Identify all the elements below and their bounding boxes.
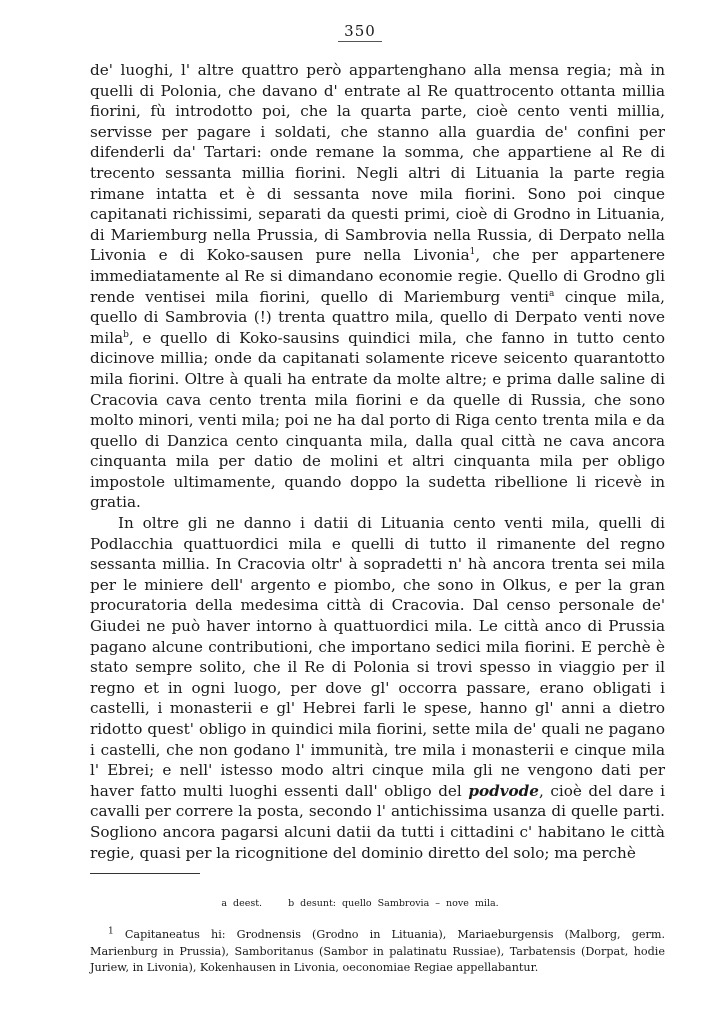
p2-text-2: , cioè del dare i cavalli per correre la posta, secondo l' antichissima usanza di quelle parti. Sogliono ancora pagarsi alcuni datii da tutti i cittadini c' habitano le città regie, quasi per la ricognitione del dominio diretto del solo; ma perchè <box>90 781 665 862</box>
footnote-text: Capitaneatus hi: Grodnensis (Grodno in Lituania), Mariaeburgensis (Malborg, germ. Marienburg in Prussia), Samboritanus (Sambor in palatinatu Russiae), Tarbatensis (Dorpat, hodie Juriew, in Livonia), Kokenhausen in Livonia, oeconomiae Regiae appellabantur. <box>90 928 665 975</box>
p1-text-3: cinque mila, quello di Sambrovia (!) trenta quattro mila, quello di Derpato venti nove mila <box>90 287 665 347</box>
paragraph-2 <box>90 513 665 863</box>
critical-note-a: a deest. <box>221 898 263 909</box>
paragraph-1 <box>90 60 665 513</box>
footnote-1 <box>90 927 665 977</box>
critical-note-b: b desunt: quello Sambrovia – nove mila. <box>288 898 499 909</box>
page-number <box>0 22 720 40</box>
page-number-text: 350 <box>338 22 382 42</box>
main-text <box>90 60 665 863</box>
footnote-divider <box>90 873 200 874</box>
footnote-ref-1: 1 <box>469 247 476 258</box>
critical-apparatus <box>0 898 720 909</box>
footnote-mark: 1 <box>108 926 114 937</box>
p1-text-4: , e quello di Koko-sausins quindici mila, che fanno in tutto cento dicinove millia; onde da capitanati solamente riceve seicento quarantotto mila fiorini. Oltre à quali ha entrate da molte altre; e prima dalle saline di Cracovia cava cento trenta mila fiorini e da quelle di Russia, che sono molto minori, venti mila; poi ne ha dal porto di Riga cento trenta mila e da quello di Danzica cento cinquanta mila, dalla qual città ne cava ancora cinquanta mila per datio de molini et altri cinquanta mila per obligo impostole ultimamente, quando doppo la sudetta ribellione li ricevè in gratia. <box>90 328 665 512</box>
p2-text-1: In oltre gli ne danno i datii di Lituania cento venti mila, quelli di Podlacchia quattuordici mila e quelli di tutto il rimanente del regno sessanta millia. In Cracovia oltr' à sopradetti n' hà ancora trenta sei mila per le miniere dell' argento e piombo, che sono in Olkus, e per la gran procuratoria della medesima città di Cracovia. Dal censo personale de' Giudei ne può haver intorno à quattuordici mila. Le città anco di Prussia pagano alcune contributioni, che importano sedici mila fiorini. E perchè è stato sempre solito, che il Re di Polonia si trovi spesso in viaggio per il regno et in ogni luogo, per dove gl' occorra passare, erano obligati i castelli, i monasterii e gl' Hebrei farli le spese, hanno gl' anni a dietro ridotto quest' obligo in quindici mila fiorini, sette mila de' quali ne pagano i castelli, che non godano l' immunità, tre mila i monasterii e cinque mila l' Ebrei; e nell' istesso modo altri cinque mila gli ne vengono dati per haver fatto multi luoghi essenti dall' obligo del <box>90 514 665 800</box>
note-ref-b: b <box>123 329 129 340</box>
italic-term: podvode <box>468 781 539 800</box>
footnote <box>90 927 665 977</box>
p1-text-1: de' luoghi, l' altre quattro però appartenghano alla mensa regia; mà in quelli di Polonia, che davano d' entrate al Re quattrocento ottanta millia fiorini, fù introdotto poi, che la quarta parte, cioè cento venti millia, servisse per pagare i soldati, che stanno alla guardia de' confini per difenderli da' Tartari: onde remane la somma, che appartiene al Re di trecento sessanta millia fiorini. Negli altri di Lituania la parte regia rimane intatta et è di sessanta nove mila fiorini. Sono poi cinque capitanati richissimi, separati da questi primi, cioè di Grodno in Lituania, di Mariemburg nella Prussia, di Sambrovia nella Russia, di Derpato nella Livonia e di Koko-sausen pure nella Livonia <box>90 61 665 265</box>
note-ref-a: a <box>549 288 555 299</box>
p1-text-2: , che per appartenere immediatamente al Re si dimandano economie regie. Quello di Grodno gli rende ventisei mila fiorini, quello di Mariemburg venti <box>90 246 665 306</box>
